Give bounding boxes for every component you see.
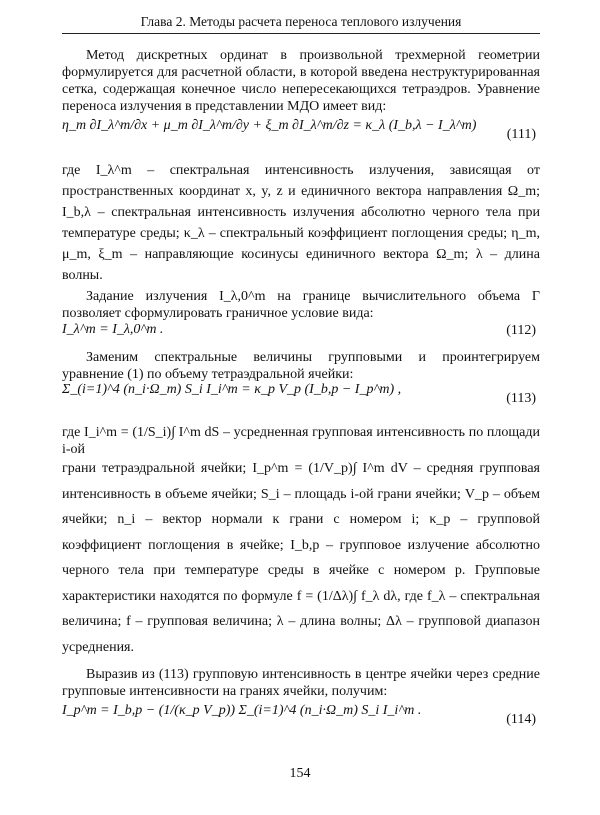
- running-header: Глава 2. Методы расчета переноса теплового излучения: [140, 14, 462, 29]
- paragraph-4: Заменим спектральные величины групповыми и проинтегрируем уравнение (1) по объему тетраэдральной ячейки:: [62, 350, 540, 382]
- paragraph-2: где I_λ^m – спектральная интенсивность излучения, зависящая от пространственных координат x, y, z и единичного вектора направления Ω_m; I_b,λ – спектральная интенсивность излучения абсолютно черного тела при температуре среды; κ_λ – спектральный коэффициент поглощения среды; η_m, μ_m, ξ_m – направляющие косинусы единичного вектора Ω_m; λ – длина волны.: [62, 163, 540, 283]
- paragraph-5: где I_i^m = (1/S_i)∫ I^m dS – усредненная групповая интенсивность по площади i-ой: [62, 425, 540, 457]
- equation-formula: I_λ^m = I_λ,0^m .: [62, 322, 164, 337]
- equation-number: (114): [506, 712, 536, 727]
- paragraph-1: Метод дискретных ординат в произвольной трехмерной геометрии формулируется для расчетной области, в которой введена неструктурированная сетка, содержащая конечное число непересекающихся тетраэдров. Уравнение переноса излучения в представлении МДО имеет вид:: [62, 48, 540, 114]
- equation-112: [62, 322, 540, 344]
- equation-formula: η_m ∂I_λ^m/∂x + μ_m ∂I_λ^m/∂y + ξ_m ∂I_λ^m/∂z = κ_λ (I_b,λ − I_λ^m): [62, 118, 477, 133]
- equation-111: [62, 118, 540, 152]
- equation-number: (112): [506, 323, 536, 338]
- header-rule: [62, 33, 540, 34]
- paragraph-3: Задание излучения I_λ,0^m на границе вычислительного объема Γ позволяет сформулировать граничное условие вида:: [62, 289, 540, 321]
- equation-formula: I_p^m = I_b,p − (1/(κ_p V_p)) Σ_(i=1)^4 (n_i·Ω_m) S_i I_i^m .: [62, 703, 422, 718]
- equation-number: (113): [506, 391, 536, 406]
- equation-114: [62, 703, 540, 737]
- equation-formula: Σ_(i=1)^4 (n_i·Ω_m) S_i I_i^m = κ_p V_p (I_b,p − I_p^m) ,: [62, 382, 402, 397]
- equation-number: (111): [506, 127, 536, 142]
- paragraph-6: грани тетраэдральной ячейки; I_p^m = (1/V_p)∫ I^m dV – средняя групповая интенсивность в объеме ячейки; S_i – площадь i-ой грани ячейки; V_p – объем ячейки; n_i – вектор нормали к грани с номером i; κ_p – групповой коэффициент поглощения в ячейке; I_b,p – групповое излучение абсолютно черного тела при температуре среды в ячейке с номером p. Групповые характеристики находятся по формуле f = (1/Δλ)∫ f_λ dλ, где f_λ – спектральная величина; f – групповая величина; λ – длина волны; Δλ – групповой диапазон усреднения.: [62, 461, 541, 655]
- page-number: 154: [289, 766, 311, 781]
- paragraph-7: Выразив из (113) групповую интенсивность в центре ячейки через средние групповые интенсивности на гранях ячейки, получим:: [62, 667, 540, 699]
- equation-113: [62, 382, 540, 416]
